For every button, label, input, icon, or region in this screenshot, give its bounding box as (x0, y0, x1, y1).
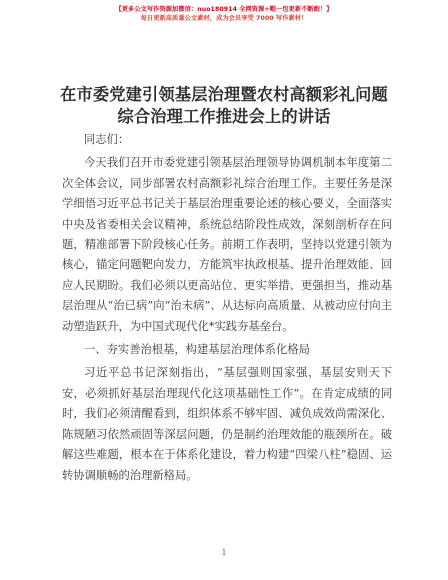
promo-banner-line2: 每日更新高质量公文素材，成为会员享受 7000 写作素材！ (140, 14, 308, 22)
document-body (62, 130, 392, 486)
paragraph-intro: 今天我们召开市委党建引领基层治理领导协调机制本年度第二次全体会议，同步部署农村高额彩礼综合治理工作。主要任务是深学细悟习近平总书记关于基层治理重要论述的核心要义，全面落实中央及省委相关会议精神，系统总结阶段性成效，深刻剖析存在问题，精准部署下阶段核心任务。前期工作表明，坚持以党建引领为核心，锚定问题靶向发力，方能筑牢执政根基、提升治理效能、回应人民期盼。我们必须以更高站位、更实举措、更强担当，推动基层治理从“治已病”向“治未病”、从达标向高质量、从被动应付向主动塑造跃升，为中国式现代化*实践夯基垒台。 (62, 156, 392, 333)
document-title (40, 84, 408, 128)
greeting: 同志们： (84, 133, 130, 146)
promo-banner-line1: 【更多公文写作资源加微信：nuo180914 全网资源+帽一包更新不断跑！】 (115, 6, 333, 13)
title-line-2: 综合治理工作推进会上的讲话 (117, 107, 331, 126)
section-heading: 一、夯实善治根基，构建基层治理体系化格局 (84, 343, 310, 357)
page-number: 1 (221, 548, 227, 557)
paragraph-section-one: 习近平总书记深刻指出，“基层强则国家强，基层安则天下安，必须抓好基层治理现代化这项基础性工作”。在肯定成绩的同时，我们必须清醒看到，组织体系不够牢固、减负成效尚需深化、陈规陋习依然顽固等深层问题，仍是制约治理效能的瓶颈所在。破解这些难题，根本在于体系化建设，着力构建“四梁八柱”稳固、运转协调顺畅的治理新格局。 (62, 366, 392, 482)
promo-banner (0, 6, 448, 23)
title-line-1: 在市委党建引领基层治理暨农村高额彩礼问题 (60, 85, 388, 104)
